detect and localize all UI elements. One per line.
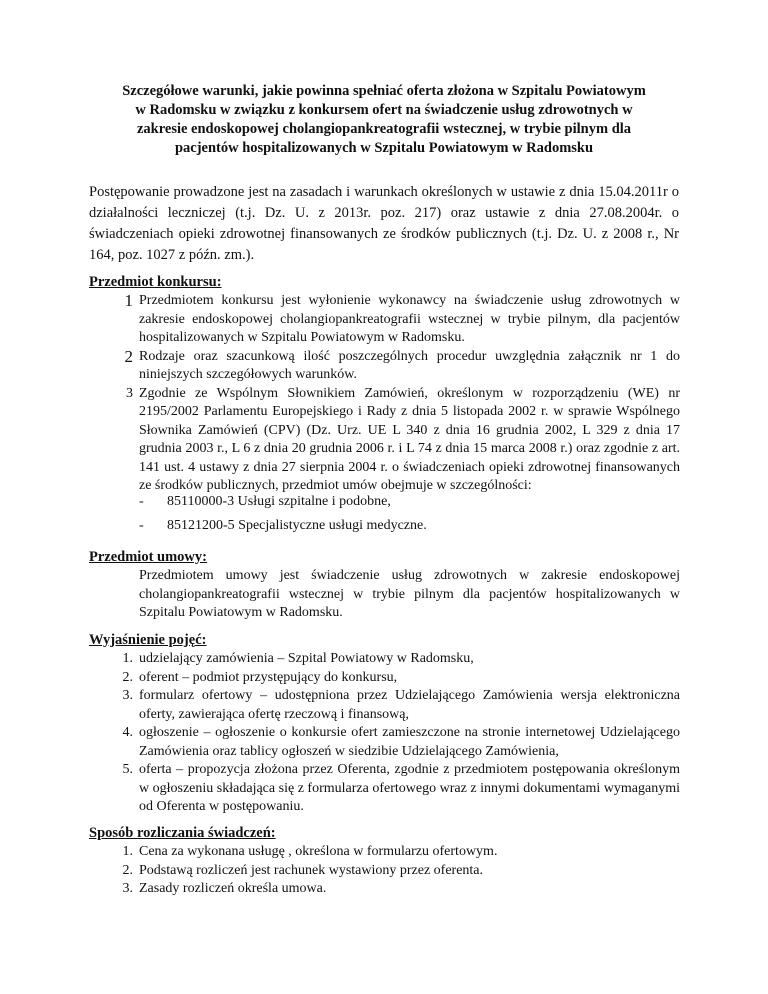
list-item-text: udzielający zamówienia – Szpital Powiatowy w Radomsku,: [139, 651, 474, 666]
list-number: 3: [126, 385, 133, 401]
dash-bullet: -: [139, 494, 144, 509]
list-item: [124, 291, 680, 348]
dash-bullet: -: [139, 518, 144, 533]
title-line: Szczegółowe warunki, jakie powinna spełniać oferta złożona w Szpitalu Powiatowym: [122, 83, 646, 99]
list-item-text: Cena za wykonana usługę , określona w formularzu ofertowym.: [139, 844, 498, 859]
list-item: [122, 862, 680, 881]
list-item-text: ogłoszenie – ogłoszenie o konkursie ofert zamieszczone na stronie internetowej Udzielającego Zamówienia oraz tablicy ogłoszeń w siedzibie Udzielającego Zamówienia,: [139, 725, 680, 759]
list-item: [122, 724, 680, 761]
list-item: [122, 843, 680, 862]
cpv-item: [139, 493, 680, 512]
list-number: 4.: [122, 725, 133, 740]
list-item: [124, 346, 680, 385]
list-item: [122, 687, 680, 724]
list-number: 2: [124, 346, 133, 366]
cpv-text: 85121200-5 Specjalistyczne usługi medyczne.: [167, 518, 427, 533]
section-heading-przedmiot-konkursu: Przedmiot konkursu:: [89, 274, 222, 290]
list-item-text: Przedmiotem konkursu jest wyłonienie wykonawcy na świadczenie usług zdrowotnych w zakresie endoskopowej cholangiopankreatografii wstecznej w trybie pilnym, dla pacjentów hospitalizowanych w Szpitalu Powiatowym w Radomsku.: [139, 293, 680, 345]
section2-paragraph: Przedmiotem umowy jest świadczenie usług zdrowotnych w zakresie endoskopowej cholangiopankreatografii wstecznej w trybie pilnym dla pacjentów hospitalizowanych w Szpitalu Powiatowym w Radomsku.: [139, 568, 680, 620]
list-item: [126, 385, 680, 496]
section-heading-przedmiot-umowy: Przedmiot umowy:: [89, 549, 207, 565]
section1-list: [124, 291, 680, 496]
list-item-text: Zasady rozliczeń określa umowa.: [139, 881, 327, 896]
list-number: 3.: [122, 881, 133, 896]
list-item: [122, 880, 680, 899]
list-item-text: oferent – podmiot przystępujący do konkursu,: [139, 669, 398, 685]
cpv-text: 85110000-3 Usługi szpitalne i podobne,: [167, 494, 391, 509]
section-heading-sposob-rozliczania: Sposób rozliczania świadczeń:: [89, 825, 276, 841]
document-title: [60, 82, 708, 158]
section4-list: [122, 843, 680, 899]
list-number: 2.: [122, 862, 133, 878]
section3-list: [122, 650, 680, 817]
list-item-text: Podstawą rozliczeń jest rachunek wystawiony przez oferenta.: [139, 862, 484, 878]
list-item: [122, 650, 680, 669]
list-item: [122, 761, 680, 817]
list-number: 2.: [122, 669, 133, 685]
list-number: 1.: [122, 844, 133, 859]
list-number: 5.: [122, 762, 133, 777]
list-number: 3.: [122, 688, 133, 703]
list-number: 1: [124, 291, 133, 310]
title-line: pacjentów hospitalizowanych w Szpitalu Powiatowym w Radomsku: [174, 140, 594, 156]
list-item-text: Zgodnie ze Wspólnym Słownikiem Zamówień, określonym w rozporządzeniu (WE) nr 2195/2002 Parlamentu Europejskiego i Rady z dnia 5 listopada 2002 r. w sprawie Wspólnego Słownika Zamówień (CPV) (Dz. Urz. UE L 340 z dnia 16 grudnia 2002, L 329 z dnia 17 grudnia 2003 r., L 6 z dnia 20 grudnia 2006 r. i L 74 z dnia 15 marca 2008 r.) oraz zgodnie z art. 141 ust. 4 ustawy z dnia 27 sierpnia 2004 r. o świadczeniach opieki zdrowotnej finansowanych ze środków publicznych, przedmiot umów obejmuje w szczególności:: [139, 385, 680, 493]
list-item-text: oferta – propozycja złożona przez Oferenta, zgodnie z przedmiotem postępowania określonym w ogłoszeniu składająca się z formularza ofertowego wraz z innymi dokumentami wymaganymi od Oferenta w postępowaniu.: [139, 762, 680, 814]
cpv-item: [139, 517, 680, 536]
list-number: 1.: [122, 651, 133, 666]
section-heading-wyjasnienie-pojec: Wyjaśnienie pojęć:: [89, 632, 207, 648]
list-item-text: Rodzaje oraz szacunkową ilość poszczególnych procedur uwzględnia załącznik nr 1 do niniejszych szczegółowych warunków.: [139, 348, 680, 382]
list-item: [122, 669, 680, 688]
title-line: zakresie endoskopowej cholangiopankreatografii wstecznej, w trybie pilnym dla: [136, 121, 632, 137]
title-line: w Radomsku w związku z konkursem ofert na świadczenie usług zdrowotnych w: [135, 102, 633, 118]
intro-paragraph: Postępowanie prowadzone jest na zasadach i warunkach określonych w ustawie z dnia 15.04.2011r o działalności leczniczej (t.j. Dz. U. z 2013r. poz. 217) oraz ustawie z dnia 27.08.2004r. o świadczeniach opieki zdrowotnej finansowanych ze środków publicznych (t.j. Dz. U. z 2008 r., Nr 164, poz. 1027 z późn. zm.).: [89, 184, 679, 263]
list-item-text: formularz ofertowy – udostępniona przez Udzielającego Zamówienia wersja elektroniczna oferty, zawierająca ofertę rzeczową i finansową,: [139, 688, 680, 722]
